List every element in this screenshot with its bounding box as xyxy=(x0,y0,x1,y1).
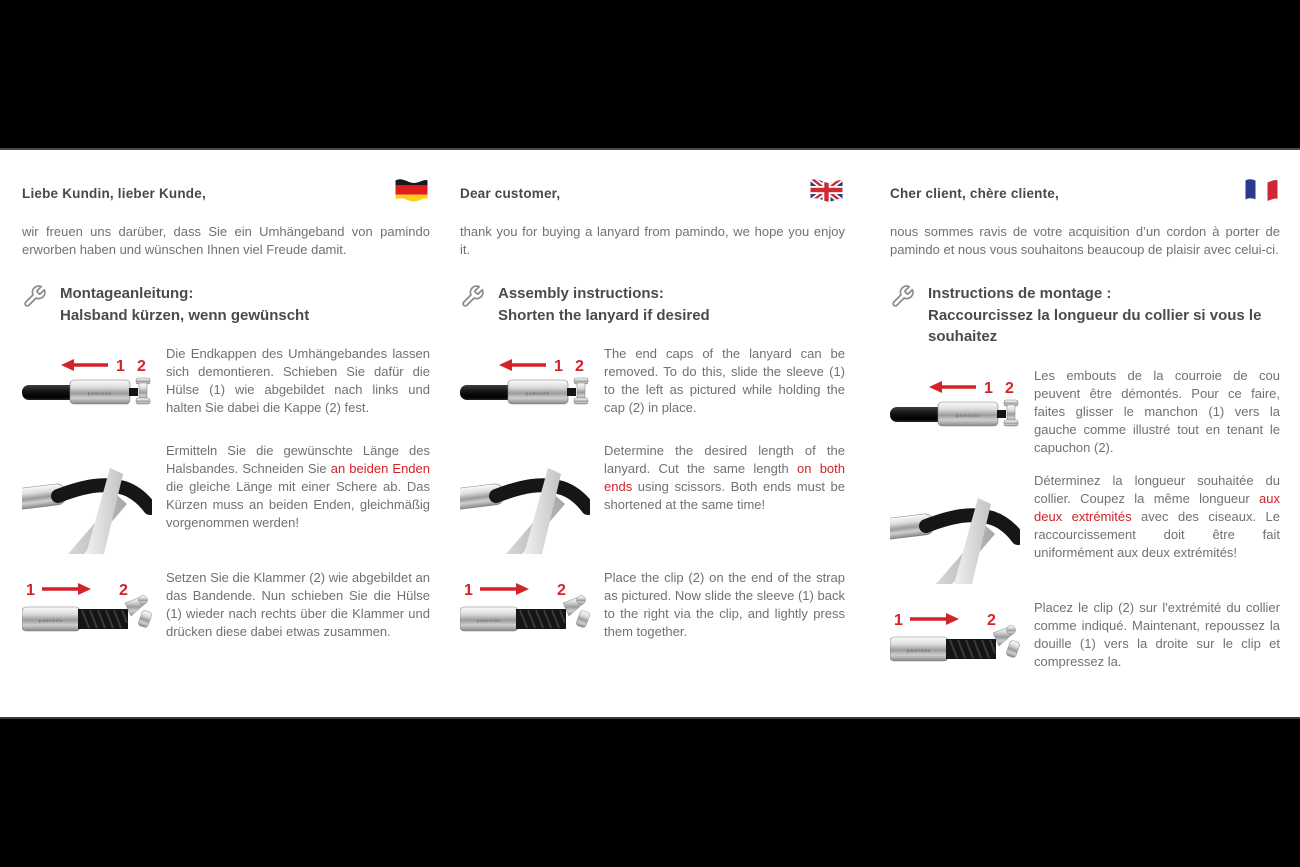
figure-attach-clip xyxy=(460,569,590,651)
sleeve-engraving: pamindo xyxy=(525,391,551,396)
label-2: 2 xyxy=(987,611,996,629)
label-1: 1 xyxy=(26,582,35,599)
step-3 xyxy=(890,599,1280,681)
step-2-text: Déterminez la longueur souhaitée du collier. Coupez la même longueur aux deux extrémités avec des ciseaux. Le raccourcissement doit être fait uniformément aux deux extrémités! xyxy=(1034,472,1280,560)
label-1: 1 xyxy=(116,358,125,375)
figure-attach-clip xyxy=(890,599,1020,681)
assembly-heading-english xyxy=(460,283,845,326)
step-2 xyxy=(22,442,430,554)
figure-slide-sleeve xyxy=(890,367,1020,457)
column-header-german xyxy=(22,186,430,204)
column-header-french xyxy=(890,186,1280,204)
highlight-red-text: on both ends xyxy=(604,461,845,494)
greeting-english: Dear customer, xyxy=(460,186,561,201)
label-2: 2 xyxy=(575,358,584,375)
label-1: 1 xyxy=(984,379,993,397)
uk-flag-icon xyxy=(808,176,845,204)
step-2 xyxy=(460,442,845,554)
intro-paragraph-german: wir freuen uns darüber, dass Sie ein Umhängeband von pamindo erworben haben und wünschen Ihnen viel Freude damit. xyxy=(22,224,430,257)
assembly-heading-french xyxy=(890,283,1280,348)
intro-paragraph-english: thank you for buying a lanyard from pamindo, we hope you enjoy it. xyxy=(460,224,845,257)
greeting-french: Cher client, chère cliente, xyxy=(890,186,1059,201)
step-1 xyxy=(22,345,430,427)
column-english xyxy=(460,150,845,666)
figure-slide-sleeve xyxy=(460,345,590,427)
label-1: 1 xyxy=(554,358,563,375)
wrench-icon xyxy=(890,284,915,314)
sleeve-engraving: pamindo xyxy=(87,391,113,396)
step-2-text: Determine the desired length of the lanyard. Cut the same length on both ends using scissors. Both ends must be shortened at the same time! xyxy=(604,443,845,512)
figure-cut-cord-scissors xyxy=(22,442,152,554)
sleeve-engraving: pamindo xyxy=(38,618,64,623)
assembly-heading-line1: Assembly instructions: xyxy=(498,285,664,302)
instruction-leaflet-panel xyxy=(0,148,1300,719)
figure-cut-cord-scissors xyxy=(460,442,590,554)
assembly-heading-line1: Montageanleitung: xyxy=(60,285,194,302)
france-flag-icon xyxy=(1243,176,1280,204)
figure-cut-cord-scissors xyxy=(890,472,1020,584)
label-2: 2 xyxy=(557,582,566,599)
figure-attach-clip xyxy=(22,569,152,651)
step-1-text: The end caps of the lanyard can be removed. To do this, slide the sleeve (1) to the left as pictured while holding the cap (2) in place. xyxy=(604,346,845,415)
step-1-text: Les embouts de la courroie de cou peuvent être démontés. Pour ce faire, faites glisser le manchon (1) vers la gauche comme illustré tout en tenant le capuchon (2). xyxy=(1034,367,1280,455)
assembly-heading-line2: Raccourcissez la longueur du collier si vous le souhaitez xyxy=(928,306,1262,345)
wrench-icon xyxy=(22,284,47,314)
sleeve-engraving: pamindo xyxy=(476,618,502,623)
step-2 xyxy=(890,472,1280,584)
step-3-text: Place the clip (2) on the end of the strap as pictured. Now slide the sleeve (1) back to the right via the clip, and lightly press them together. xyxy=(604,570,845,639)
label-2: 2 xyxy=(1005,379,1014,397)
label-1: 1 xyxy=(464,582,473,599)
assembly-heading-line2: Shorten the lanyard if desired xyxy=(498,306,710,324)
wrench-icon xyxy=(460,284,485,314)
steps-french xyxy=(890,367,1280,681)
step-1 xyxy=(460,345,845,427)
highlight-red-text: aux deux extrémités xyxy=(1034,490,1280,524)
intro-paragraph-french: nous sommes ravis de votre acquisition d’un cordon à porter de pamindo et nous vous souhaitons beaucoup de plaisir avec celui-ci. xyxy=(890,224,1280,257)
sleeve-engraving: pamindo xyxy=(955,412,981,418)
column-header-english xyxy=(460,186,845,204)
step-3-text: Setzen Sie die Klammer (2) wie abgebildet an das Bandende. Nun schieben Sie die Hülse (1) wieder nach rechts über die Klammer und drücken diese dabei etwas zusammen. xyxy=(166,570,430,639)
step-2-text: Ermitteln Sie die gewünschte Länge des Halsbandes. Schneiden Sie an beiden Enden die gleiche Länge mit einer Schere ab. Das Kürzen muss an beiden Enden, gleichmäßig vorgenommen werden! xyxy=(166,443,430,530)
column-french xyxy=(890,150,1280,696)
step-3 xyxy=(460,569,845,651)
greeting-german: Liebe Kundin, lieber Kunde, xyxy=(22,186,206,201)
column-german xyxy=(22,150,430,666)
highlight-red-text: an beiden Enden xyxy=(330,461,430,476)
step-3 xyxy=(22,569,430,651)
steps-english xyxy=(460,345,845,651)
label-2: 2 xyxy=(137,358,146,375)
step-3-text: Placez le clip (2) sur l'extrémité du collier comme indiqué. Maintenant, repoussez la douille (1) vers la droite sur le clip et compressez la. xyxy=(1034,599,1280,669)
assembly-heading-line1: Instructions de montage : xyxy=(928,285,1112,302)
germany-flag-icon xyxy=(393,176,430,204)
steps-german xyxy=(22,345,430,651)
step-1-text: Die Endkappen des Umhängebandes lassen sich demontieren. Schieben Sie dafür die Hülse (1) wie abgebildet nach links und halten Sie dabei die Kappe (2) fest. xyxy=(166,346,430,415)
step-1 xyxy=(890,367,1280,457)
assembly-heading-german xyxy=(22,283,430,326)
label-2: 2 xyxy=(119,582,128,599)
label-1: 1 xyxy=(894,611,903,629)
sleeve-engraving: pamindo xyxy=(906,647,932,653)
assembly-heading-line2: Halsband kürzen, wenn gewünscht xyxy=(60,306,310,324)
figure-slide-sleeve xyxy=(22,345,152,427)
